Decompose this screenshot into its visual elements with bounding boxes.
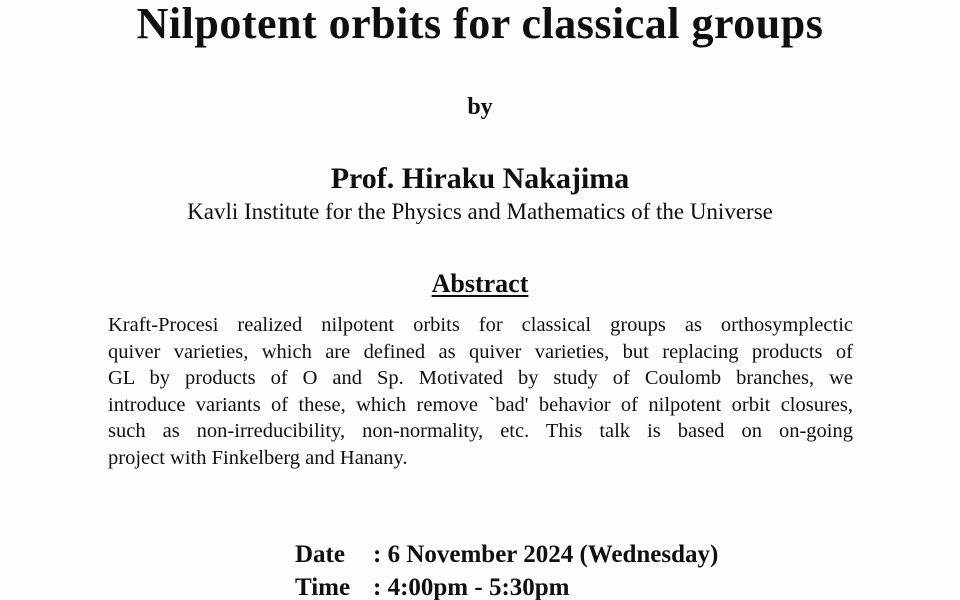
abstract-text: [108, 312, 853, 472]
abstract-line: project with Finkelberg and Hanany.: [108, 446, 408, 469]
abstract-line: such as non-irreducibility, non-normality, etc. This talk is based on on-going: [108, 420, 853, 443]
abstract-line: Kraft-Procesi realized nilpotent orbits for classical groups as orthosymplectic: [108, 314, 853, 336]
time-value: : 4:00pm - 5:30pm: [373, 574, 570, 600]
time-label: Time: [295, 574, 351, 600]
date-label: Date: [295, 541, 345, 568]
abstract-line: quiver varieties, which are defined as quiver varieties, but replacing products of: [108, 340, 853, 363]
abstract-heading: [0, 268, 960, 300]
speaker-affiliation: Kavli Institute for the Physics and Mathematics of the Universe: [187, 199, 773, 224]
byline: by: [467, 94, 493, 120]
abstract-line: GL by products of O and Sp. Motivated by study of Coulomb branches, we: [108, 367, 853, 390]
abstract-heading-text: Abstract: [431, 269, 529, 298]
abstract-line: introduce variants of these, which remove `bad' behavior of nilpotent orbit closures,: [108, 393, 853, 416]
date-value: : 6 November 2024 (Wednesday): [373, 541, 719, 568]
event-details: [0, 538, 960, 600]
talk-title: Nilpotent orbits for classical groups: [136, 0, 824, 48]
date-row: [0, 538, 960, 571]
time-row: [0, 571, 960, 600]
speaker-name: Prof. Hiraku Nakajima: [330, 162, 630, 195]
